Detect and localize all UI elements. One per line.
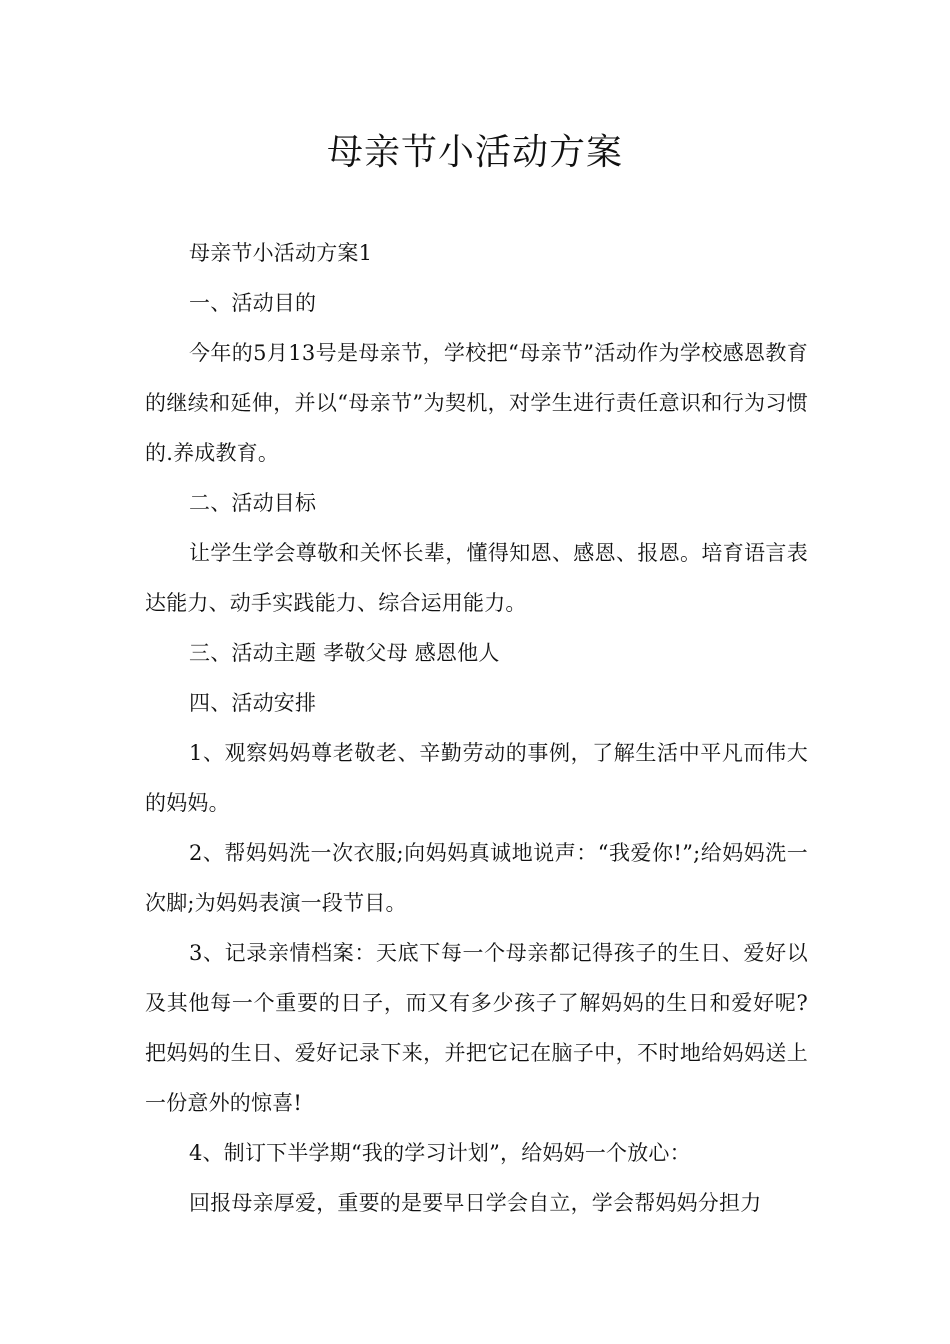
heading-activity-theme: 三、活动主题 孝敬父母 感恩他人 [189, 641, 500, 665]
document-body [145, 228, 808, 1228]
heading-activity-goals: 二、活动目标 [189, 491, 317, 515]
paragraph-continuation: 回报母亲厚爱，重要的是要早日学会自立，学会帮妈妈分担力 [189, 1191, 762, 1215]
list-item-3: 3、记录亲情档案：天底下每一个母亲都记得孩子的生日、爱好以及其他每一个重要的日子，而又有多少孩子了解妈妈的生日和爱好呢?把妈妈的生日、爱好记录下来，并把它记在脑子中，不时地给妈妈送上一份意外的惊喜! [145, 941, 808, 1115]
section-heading: 母亲节小活动方案1 [189, 241, 373, 265]
list-item-2: 2、帮妈妈洗一次衣服;向妈妈真诚地说声：“我爱你!”;给妈妈洗一次脚;为妈妈表演一段节目。 [145, 841, 808, 915]
heading-activity-arrangement: 四、活动安排 [189, 691, 317, 715]
list-item-4: 4、制订下半学期“我的学习计划”，给妈妈一个放心： [189, 1141, 691, 1165]
heading-activity-purpose: 一、活动目的 [189, 291, 317, 315]
paragraph-goals: 让学生学会尊敬和关怀长辈，懂得知恩、感恩、报恩。培育语言表达能力、动手实践能力、综合运用能力。 [145, 541, 808, 615]
list-item-1: 1、观察妈妈尊老敬老、辛勤劳动的事例，了解生活中平凡而伟大的妈妈。 [145, 741, 808, 815]
document-title: 母亲节小活动方案 [326, 132, 623, 173]
paragraph-purpose: 今年的5月13号是母亲节，学校把“母亲节”活动作为学校感恩教育的继续和延伸，并以“母亲节”为契机，对学生进行责任意识和行为习惯的.养成教育。 [145, 341, 808, 465]
